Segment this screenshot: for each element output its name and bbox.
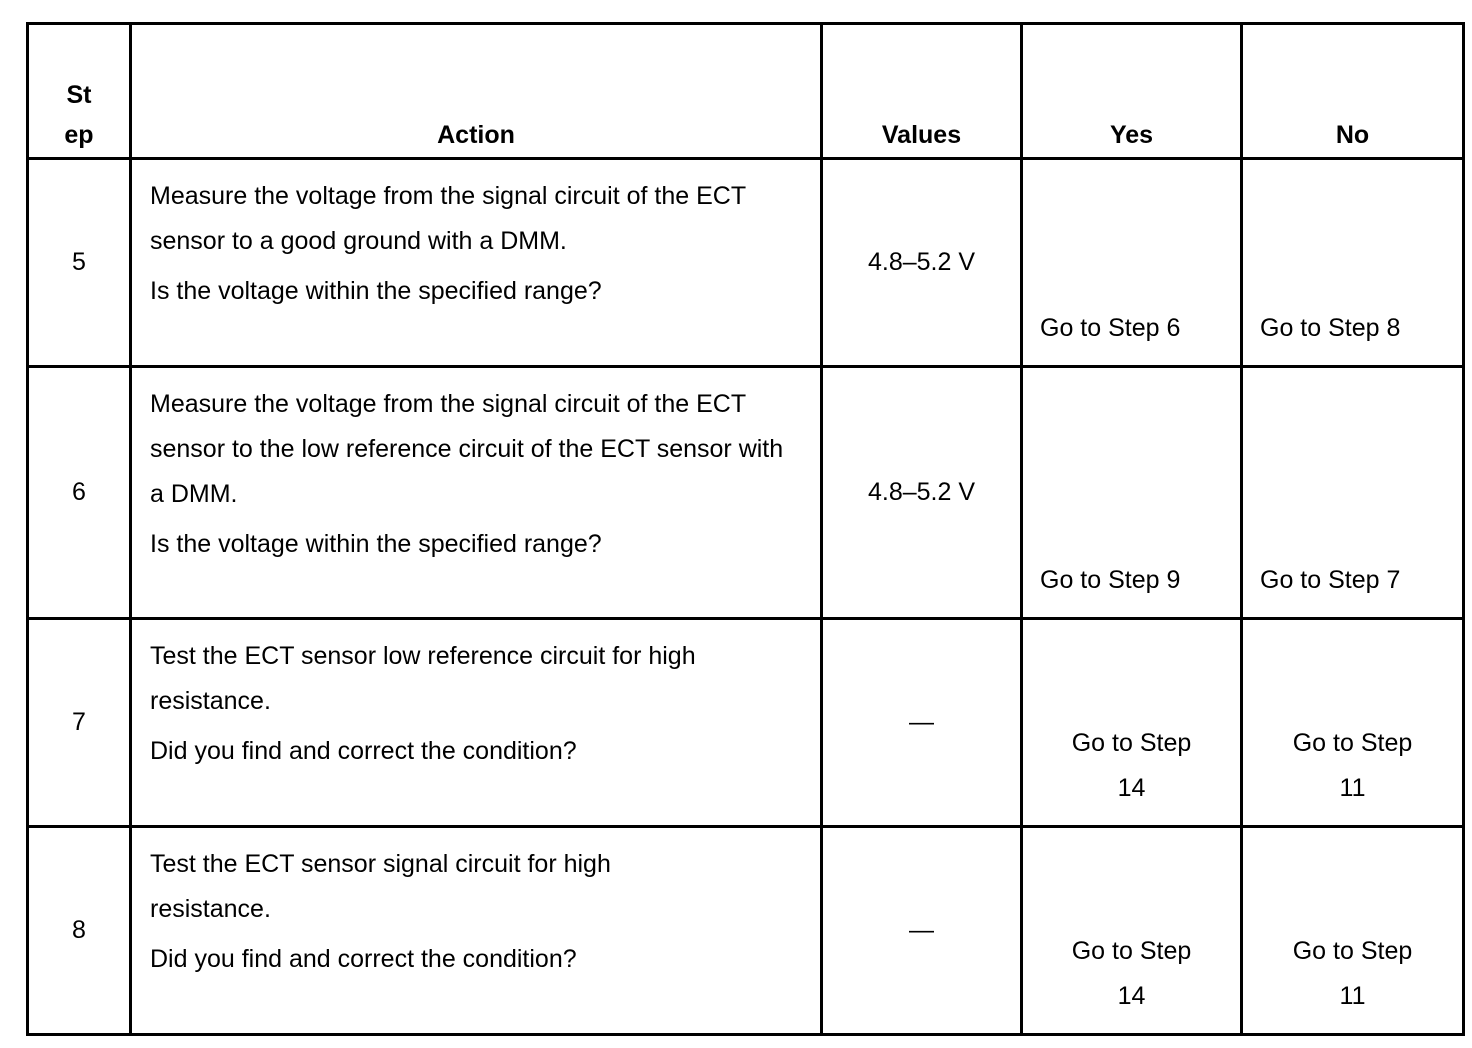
action-question: Did you find and correct the condition? — [150, 945, 577, 973]
header-yes-label: Yes — [1109, 121, 1154, 149]
table-row — [28, 619, 1464, 827]
action-text: Measure the voltage from the signal circuit of the ECT sensor to a good ground with a DMM. — [150, 182, 746, 255]
action-text: Test the ECT sensor low reference circuit for high resistance. — [150, 642, 696, 715]
yes-outcome: Go to Step 9 — [1022, 367, 1242, 619]
action-question: Is the voltage within the specified range? — [150, 277, 602, 305]
step-number: 6 — [28, 367, 131, 619]
step-number: 8 — [28, 827, 131, 1035]
yes-outcome: Go to Step 14 — [1022, 619, 1242, 827]
no-outcome: Go to Step 11 — [1242, 619, 1464, 827]
values-cell: 4.8–5.2 V — [822, 367, 1022, 619]
header-values — [822, 24, 1022, 159]
action-question: Did you find and correct the condition? — [150, 737, 577, 765]
no-outcome: Go to Step 11 — [1242, 827, 1464, 1035]
action-text: Measure the voltage from the signal circuit of the ECT sensor to the low reference circuit of the ECT sensor with a DMM. — [150, 390, 784, 508]
table-row — [28, 827, 1464, 1035]
no-outcome: Go to Step 7 — [1242, 367, 1464, 619]
table-row — [28, 367, 1464, 619]
yes-outcome: Go to Step 6 — [1022, 159, 1242, 367]
values-cell: 4.8–5.2 V — [822, 159, 1022, 367]
header-values-label: Values — [881, 121, 962, 149]
values-cell: — — [822, 827, 1022, 1035]
header-step-label: St ep — [64, 81, 94, 149]
header-action-label: Action — [437, 121, 515, 149]
header-action — [131, 24, 822, 159]
action-question: Is the voltage within the specified range? — [150, 530, 602, 558]
diagnostic-table — [26, 22, 1465, 1036]
action-text: Test the ECT sensor signal circuit for high resistance. — [150, 850, 611, 923]
step-number: 7 — [28, 619, 131, 827]
header-yes — [1022, 24, 1242, 159]
header-step — [28, 24, 131, 159]
no-outcome: Go to Step 8 — [1242, 159, 1464, 367]
values-cell: — — [822, 619, 1022, 827]
yes-outcome: Go to Step 14 — [1022, 827, 1242, 1035]
action-cell — [131, 827, 822, 1035]
action-cell — [131, 619, 822, 827]
table-row — [28, 159, 1464, 367]
action-cell — [131, 159, 822, 367]
action-cell — [131, 367, 822, 619]
header-no — [1242, 24, 1464, 159]
step-number: 5 — [28, 159, 131, 367]
header-no-label: No — [1335, 121, 1370, 149]
table-header-row — [28, 24, 1464, 159]
